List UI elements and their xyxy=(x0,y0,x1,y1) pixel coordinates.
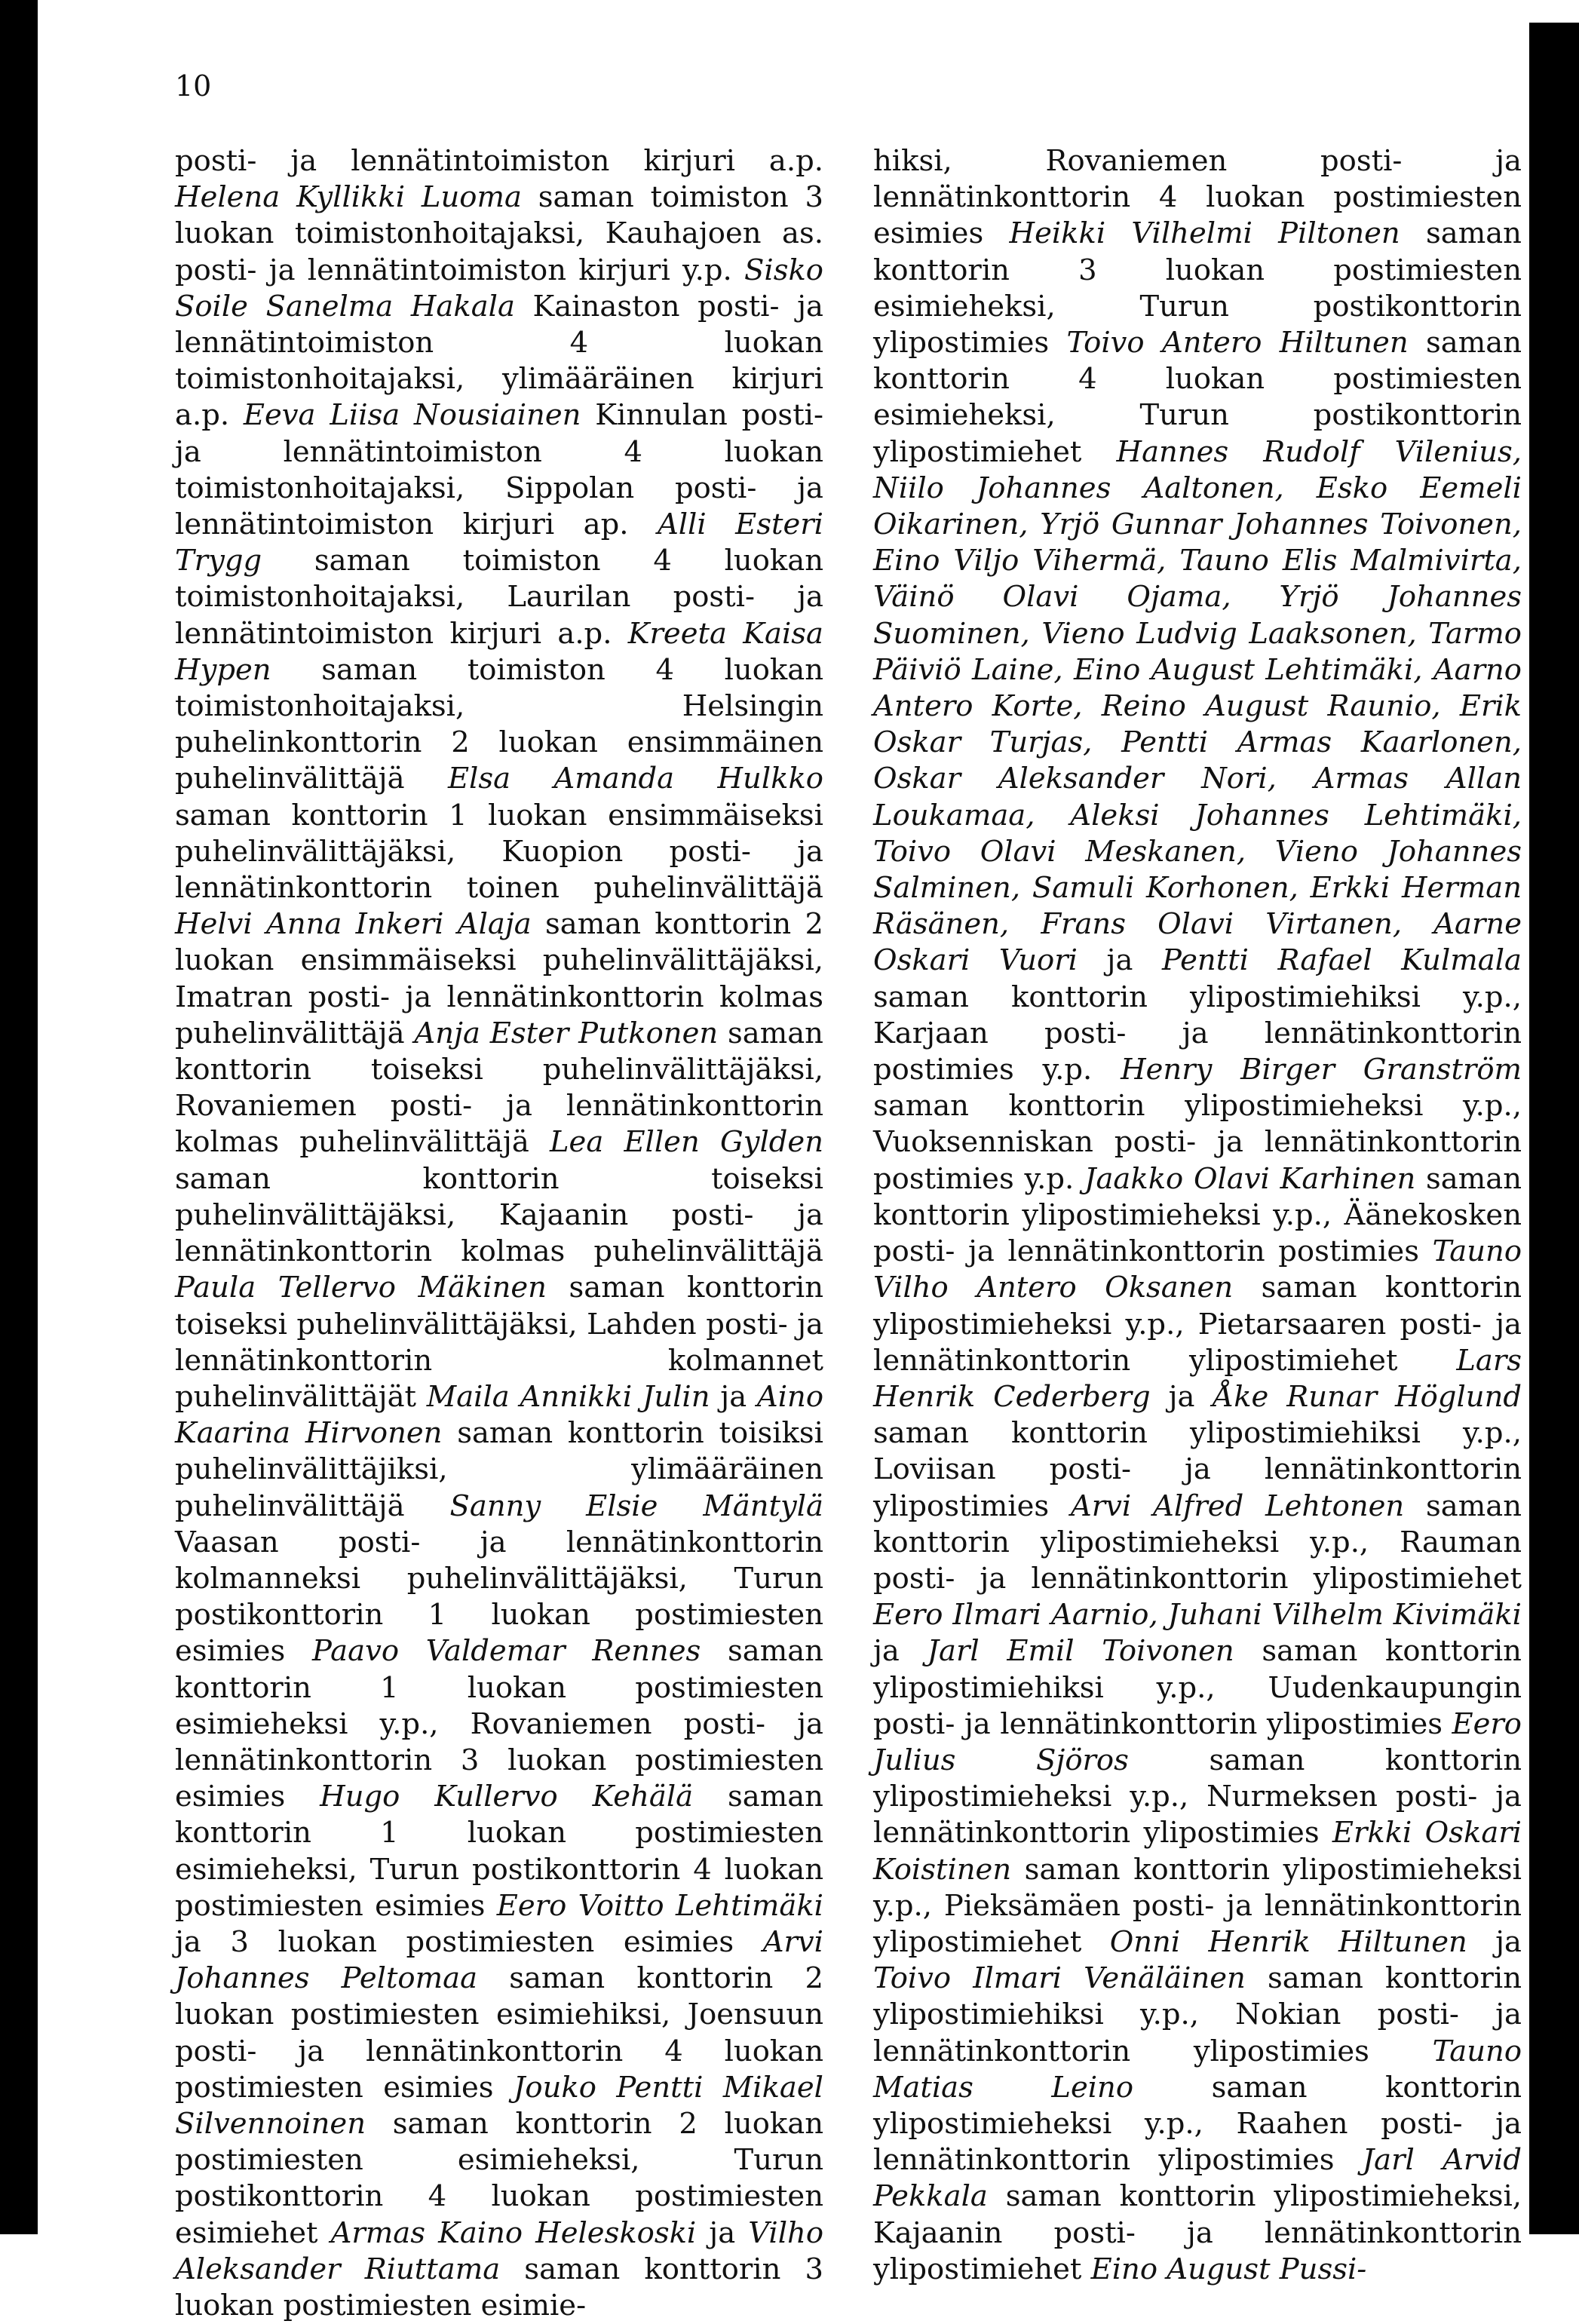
italic-name: Erkki Oskari Koistinen xyxy=(873,1816,1522,1887)
text-run: saman konttorin 3 luokan postimiesten esimieheksi, Turun postikonttorin ylipostimies xyxy=(873,216,1522,360)
italic-name: Helvi Anna Inkeri Alaja xyxy=(175,907,532,942)
text-run: saman konttorin 1 luokan postimiesten esimieheksi, Turun postikonttorin 4 luokan postimiesten esimies xyxy=(175,1780,823,1923)
page-number: 10 xyxy=(175,69,212,103)
text-run: saman konttorin ylipostimieheksi y.p., Raahen posti- ja lennätinkonttorin ylipostimies xyxy=(873,2070,1522,2178)
text-run: saman konttorin ylipostimiehiksi y.p., Uudenkaupungin posti- ja lennätinkonttorin ylipostimies xyxy=(873,1634,1522,1741)
italic-name: Toivo Ilmari Venäläinen xyxy=(873,1961,1246,1996)
text-run: saman konttorin ylipostimiehiksi y.p., Nokian posti- ja lennätinkonttorin ylipostimies xyxy=(873,1961,1522,2068)
text-run: ja xyxy=(696,2215,749,2250)
text-run: saman toimiston 4 luokan toimistonhoitajaksi, Laurilan posti- ja lennätintoimiston kirjuri a.p. xyxy=(175,544,823,651)
text-run: saman konttorin ylipostimiehiksi y.p., Loviisan posti- ja lennätinkonttorin ylipostimies xyxy=(873,1416,1522,1523)
scan-border-right xyxy=(1529,23,1579,2234)
text-run: Vaasan posti- ja lennätinkonttorin kolmanneksi puhelinvälittäjäksi, Turun postikonttorin 1 luokan postimiesten esimies xyxy=(175,1525,823,1669)
text-run: saman konttorin toiseksi puhelinvälittäjäksi, Kajaanin posti- ja lennätinkonttorin kolmas puhelinvälittäjä xyxy=(175,1161,823,1269)
italic-name: Eino August Pussi- xyxy=(1090,2252,1367,2286)
italic-name: Lars Henrik Cederberg xyxy=(873,1343,1522,1414)
italic-name: Aino Kaarina Hirvonen xyxy=(175,1379,824,1451)
italic-name: Alli Esteri Trygg xyxy=(175,507,823,578)
text-run: ja 3 luokan postimiesten esimies xyxy=(175,1924,763,1959)
text-run: saman konttorin ylipostimieheksi y.p., Nurmeksen posti- ja lennätinkonttorin ylipostimies xyxy=(873,1743,1522,1850)
text-run: saman toimiston 3 luokan toimistonhoitajaksi, Kauhajoen as. posti- ja lennätintoimiston kirjuri y.p. xyxy=(175,180,823,287)
text-run: saman konttorin ylipostimieheksi y.p., Äänekosken posti- ja lennätinkonttorin postimies xyxy=(873,1161,1522,1269)
text-run: ja xyxy=(1467,1924,1522,1959)
italic-name: Paavo Valdemar Rennes xyxy=(311,1634,701,1669)
italic-name: Eero Julius Sjöros xyxy=(873,1706,1522,1777)
text-run: saman konttorin 1 luokan ensimmäiseksi puhelinvälittäjäksi, Kuopion posti- ja lennätinkonttorin toinen puhelinvälittäjä xyxy=(175,798,823,906)
text-run: saman konttorin ylipostimiehiksi y.p., Karjaan posti- ja lennätinkonttorin postimies y.p. xyxy=(873,980,1522,1087)
text-run: saman konttorin ylipostimieheksi y.p., Pietarsaaren posti- ja lennätinkonttorin ylipostimiehet xyxy=(873,1271,1522,1378)
text-run: ja xyxy=(710,1379,757,1414)
text-run: saman konttorin 2 luokan postimiesten esimiehiksi, Joensuun posti- ja lennätinkonttorin 4 luokan postimiesten esimies xyxy=(175,1961,823,2105)
italic-name: Jarl Emil Toivonen xyxy=(927,1634,1234,1669)
text-run: posti- ja lennätintoimiston kirjuri a.p. xyxy=(175,144,823,178)
text-run: saman konttorin 2 luokan ensimmäiseksi puhelinvälittäjäksi, Imatran posti- ja lennätinkonttorin kolmas puhelinvälittäjä xyxy=(175,907,823,1050)
text-run: saman konttorin ylipostimieheksi y.p., Vuoksenniskan posti- ja lennätinkonttorin postimies y.p. xyxy=(873,1089,1522,1196)
italic-name: Tauno Matias Leino xyxy=(873,2034,1522,2105)
text-run: saman konttorin 2 luokan postimiesten esimieheksi, Turun postikonttorin 4 luokan postimiesten esimiehet xyxy=(175,2106,823,2250)
text-run: hiksi, Rovaniemen posti- ja lennätinkonttorin 4 luokan postimiesten esimies xyxy=(873,144,1522,251)
text-run: ja xyxy=(873,1634,927,1669)
italic-name: Heikki Vilhelmi Piltonen xyxy=(1009,216,1400,251)
text-run: saman konttorin ylipostimieheksi y.p., Rauman posti- ja lennätinkonttorin ylipostimiehet xyxy=(873,1489,1522,1596)
italic-name: Paula Tellervo Mäkinen xyxy=(175,1271,547,1305)
text-run: saman konttorin toiseksi puhelinvälittäjäksi, Lahden posti- ja lennätinkonttorin kolmannet puhelinvälittäjät xyxy=(175,1271,823,1414)
italic-name: Eero Voitto Lehtimäki xyxy=(496,1888,823,1923)
italic-name: Hannes Rudolf Vilenius, Niilo Johannes Aaltonen, Esko Eemeli Oikarinen, Yrjö Gunnar Johannes Toivonen, Eino Viljo Vihermä, Tauno Elis Malmivirta, Väinö Olavi Ojama, Yrjö Johannes Suominen, Vieno Ludvig Laaksonen, Tarmo Päiviö Laine, Eino August Lehtimäki, Aarno Antero Korte, Reino August Raunio, Erik Oskar Turjas, Pentti Armas Kaarlonen, Oskar Aleksander Nori, Armas Allan Loukamaa, Aleksi Johannes Lehtimäki, Toivo Olavi Meskanen, Vieno Johannes Salminen, Samuli Korhonen, Erkki Herman Räsänen, Frans Olavi Virtanen, Aarne Oskari Vuori xyxy=(873,434,1522,978)
italic-name: Tauno Vilho Antero Oksanen xyxy=(873,1234,1522,1305)
italic-name: Arvi Alfred Lehtonen xyxy=(1070,1489,1405,1523)
text-run: ja xyxy=(1150,1379,1213,1414)
italic-name: Jaakko Olavi Karhinen xyxy=(1084,1161,1416,1196)
italic-name: Jarl Arvid Pekkala xyxy=(873,2143,1522,2214)
text-run: ja xyxy=(1077,943,1162,978)
italic-name: Arvi Johannes Peltomaa xyxy=(175,1924,823,1996)
text-run: saman konttorin toisiksi puhelinvälittäjiksi, ylimääräinen puhelinvälittäjä xyxy=(175,1416,823,1523)
column-paragraph xyxy=(873,143,1522,2288)
italic-name: Anja Ester Putkonen xyxy=(414,1016,719,1050)
column-paragraph xyxy=(175,143,823,2324)
italic-name: Sisko Soile Sanelma Hakala xyxy=(175,253,823,323)
italic-name: Maila Annikki Julin xyxy=(426,1379,710,1414)
scan-border-left xyxy=(0,0,38,2234)
text-column-right xyxy=(873,143,1522,2288)
text-run: saman konttorin 3 luokan postimiesten esimie- xyxy=(175,2252,823,2322)
italic-name: Sanny Elsie Mäntylä xyxy=(449,1489,823,1523)
italic-name: Vilho Aleksander Riuttama xyxy=(175,2215,823,2286)
italic-name: Armas Kaino Heleskoski xyxy=(330,2215,697,2250)
italic-name: Hugo Kullervo Kehälä xyxy=(320,1780,694,1814)
italic-name: Åke Runar Höglund xyxy=(1213,1379,1522,1414)
italic-name: Eeva Liisa Nousiainen xyxy=(243,398,581,433)
text-run: saman konttorin ylipostimieheksi y.p., Pieksämäen posti- ja lennätinkonttorin ylipostimiehet xyxy=(873,1852,1522,1959)
text-run: saman konttorin 1 luokan postimiesten esimieheksi y.p., Rovaniemen posti- ja lennätinkonttorin 3 luokan postimiesten esimies xyxy=(175,1634,823,1814)
italic-name: Toivo Antero Hiltunen xyxy=(1066,326,1409,360)
italic-name: Henry Birger Granström xyxy=(1121,1053,1522,1087)
text-run: Kainaston posti- ja lennätintoimiston 4 luokan toimistonhoitajaksi, ylimääräinen kirjuri a.p. xyxy=(175,289,823,433)
text-run: saman konttorin 4 luokan postimiesten esimieheksi, Turun postikonttorin ylipostimiehet xyxy=(873,326,1522,469)
italic-name: Onni Henrik Hiltunen xyxy=(1109,1924,1467,1959)
italic-name: Jouko Pentti Mikael Silvennoinen xyxy=(175,2070,823,2141)
text-run: saman konttorin toiseksi puhelinvälittäjäksi, Rovaniemen posti- ja lennätinkonttorin kolmas puhelinvälittäjä xyxy=(175,1016,823,1160)
italic-name: Lea Ellen Gylden xyxy=(549,1125,823,1160)
text-run: Kinnulan posti- ja lennätintoimiston 4 luokan toimistonhoitajaksi, Sippolan posti- ja lennätintoimiston kirjuri ap. xyxy=(175,398,823,542)
italic-name: Kreeta Kaisa Hypen xyxy=(175,616,823,687)
text-run: saman toimiston 4 luokan toimistonhoitajaksi, Helsingin puhelinkonttorin 2 luokan ensimmäinen puhelinvälittäjä xyxy=(175,652,823,796)
italic-name: Elsa Amanda Hulkko xyxy=(447,762,823,796)
text-column-left xyxy=(175,143,823,2324)
text-run: saman konttorin ylipostimieheksi, Kajaanin posti- ja lennätinkonttorin ylipostimiehet xyxy=(873,2179,1522,2286)
italic-name: Helena Kyllikki Luoma xyxy=(175,180,522,215)
italic-name: Pentti Rafael Kulmala xyxy=(1161,943,1522,978)
italic-name: Eero Ilmari Aarnio, Juhani Vilhelm Kivimäki xyxy=(873,1598,1522,1633)
